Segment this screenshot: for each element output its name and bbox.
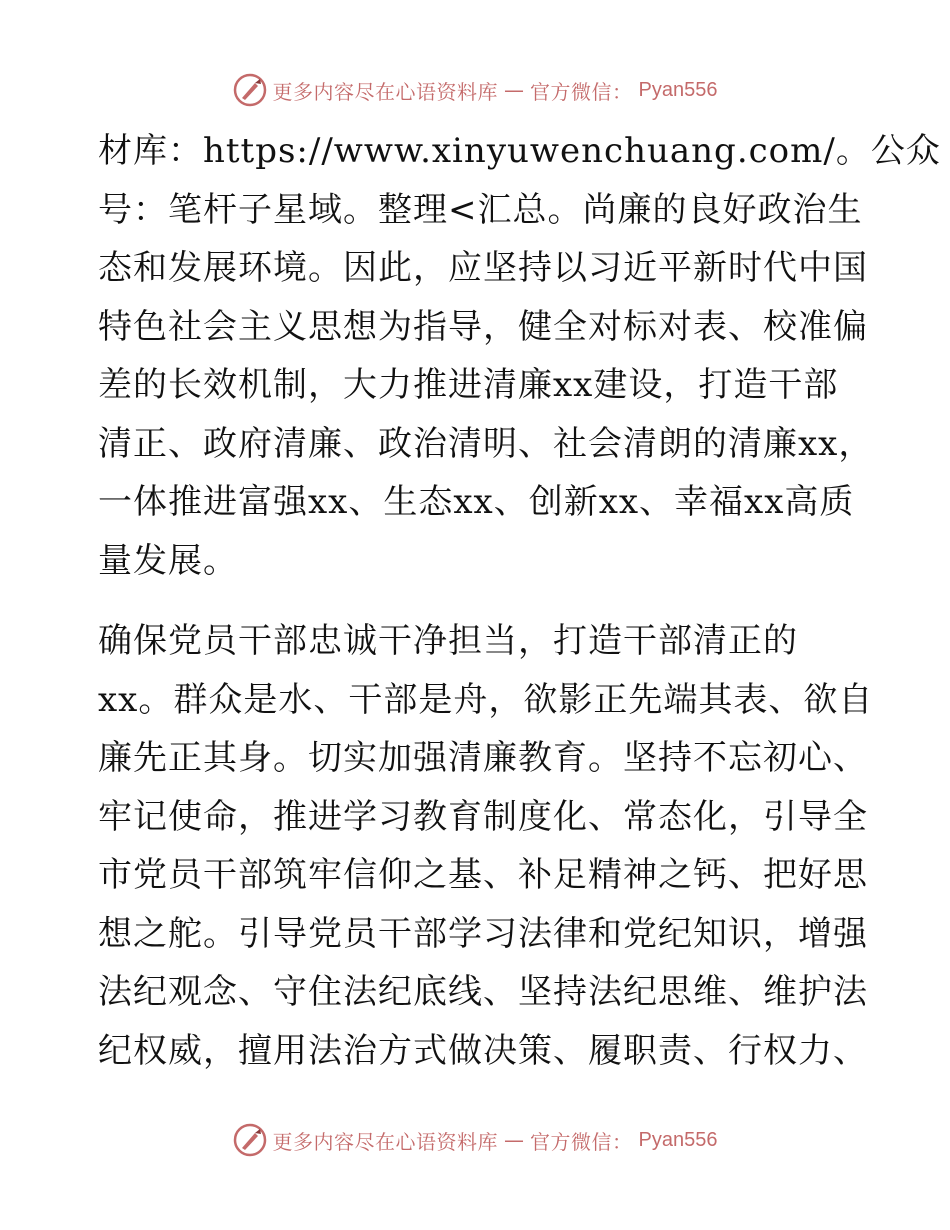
footer-banner xyxy=(0,1120,950,1160)
text-line: xx。群众是水、干部是舟，欲影正先端其表、欲自 xyxy=(98,679,874,720)
text-line: 想之舵。引导党员干部学习法律和党纪知识，增强 xyxy=(98,913,868,954)
quill-pen-logo-icon xyxy=(233,1123,267,1157)
text-line: 纪权威，擅用法治方式做决策、履职责、行权力、 xyxy=(98,1030,868,1071)
text-line: 确保党员干部忠诚干净担当，打造干部清正的 xyxy=(98,621,798,661)
paragraph-2 xyxy=(98,612,874,1080)
footer-banner-separator: — xyxy=(504,1128,525,1152)
paragraph-1 xyxy=(98,122,941,590)
header-banner-text: 更多内容尽在心语资料库 xyxy=(272,79,499,104)
text-line: 法纪观念、守住法纪底线、坚持法纪思维、维护法 xyxy=(98,972,868,1012)
header-banner xyxy=(0,70,950,110)
text-line: 清正、政府清廉、政治清明、社会清朗的清廉xx， xyxy=(98,423,874,464)
footer-contact-label: 官方微信： xyxy=(530,1129,633,1154)
text-line: 差的长效机制，大力推进清廉xx建设，打造干部 xyxy=(98,365,839,405)
text-line: 一体推进富强xx、生态xx、创新xx、幸福xx高质 xyxy=(98,482,855,522)
quill-pen-logo-icon xyxy=(233,73,267,107)
document-body xyxy=(98,122,941,1080)
text-line: 态和发展环境。因此，应坚持以习近平新时代中国 xyxy=(98,248,868,288)
text-line: 材库：https://www.xinyuwenchuang.com/。公众 xyxy=(98,131,941,171)
footer-banner-text: 更多内容尽在心语资料库 xyxy=(272,1129,499,1154)
header-contact-id: Pyan556 xyxy=(638,78,718,101)
text-line: 号：笔杆子星域。整理<汇总。尚廉的良好政治生 xyxy=(98,189,863,230)
header-contact-label: 官方微信： xyxy=(530,79,633,104)
footer-contact-id: Pyan556 xyxy=(638,1128,718,1151)
header-banner-separator: — xyxy=(504,78,525,102)
text-line: 量发展。 xyxy=(98,540,238,581)
text-line: 特色社会主义思想为指导，健全对标对表、校准偏 xyxy=(98,306,868,347)
text-line: 牢记使命，推进学习教育制度化、常态化，引导全 xyxy=(98,796,868,837)
text-line: 廉先正其身。切实加强清廉教育。坚持不忘初心、 xyxy=(98,738,868,778)
text-line: 市党员干部筑牢信仰之基、补足精神之钙、把好思 xyxy=(98,855,868,895)
